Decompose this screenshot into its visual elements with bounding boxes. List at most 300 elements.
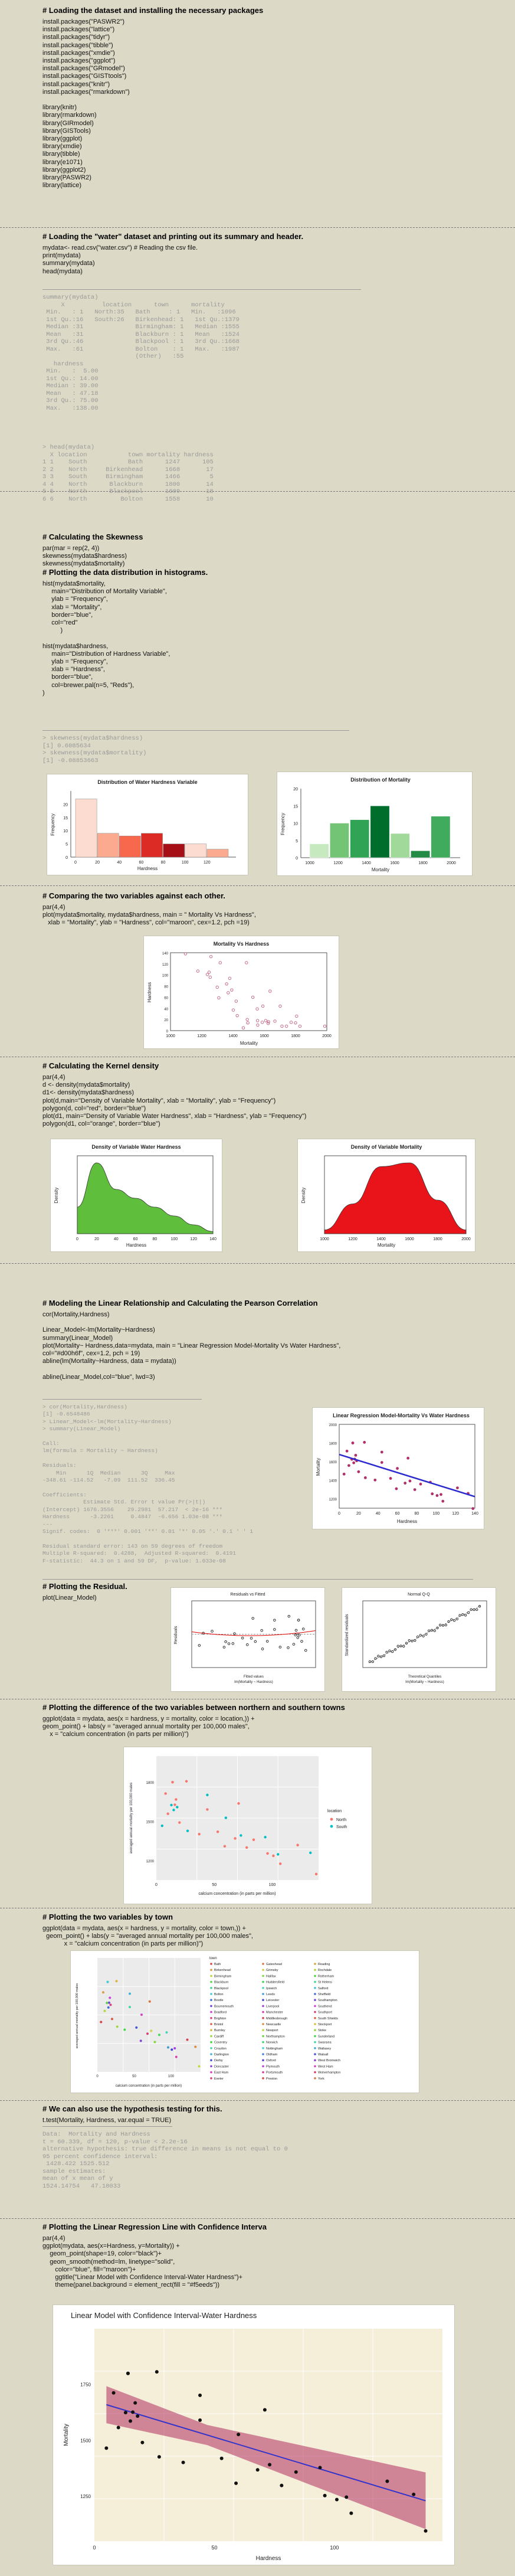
output-divider bbox=[42, 1399, 202, 1400]
x-axis-label: Theoretical Quantiles bbox=[408, 1675, 442, 1679]
location-point bbox=[225, 1816, 227, 1819]
x-tick-label: 2000 bbox=[461, 1237, 471, 1241]
town-point bbox=[146, 2032, 149, 2035]
residual-point bbox=[302, 1628, 304, 1630]
y-tick-label: 80 bbox=[164, 985, 168, 989]
data-point bbox=[124, 2411, 127, 2414]
scatter-point bbox=[343, 1473, 346, 1476]
scatter-point bbox=[357, 1470, 360, 1473]
code-block: install.packages("PASWR2") install.packages("lattice") install.packages("tidyr") install.packages("tibble") install.packages("xmdie") install.packages("ggplot") install.packages("GRmodel") install.packages("GISTtools") install.packages("knitr") install.packages("rmarkdown") library(knitr) library(rmarkdown) library(GIRmodel) library(GISTools) library(ggplot) library(xmdie) library(tibble) library(e1071) library(ggplot2) library(PASWR2) library(lattice) bbox=[42, 18, 130, 189]
legend-swatch bbox=[314, 2011, 316, 2013]
data-point bbox=[412, 2493, 415, 2496]
location-point bbox=[206, 1794, 208, 1796]
residual-point bbox=[211, 1630, 214, 1633]
reference-line bbox=[369, 1606, 481, 1663]
legend-swatch bbox=[210, 2005, 212, 2008]
x-tick-label: 1400 bbox=[228, 1034, 238, 1038]
scatter-point bbox=[298, 1025, 301, 1027]
y-tick-label: 1750 bbox=[80, 2382, 91, 2388]
scatter-point bbox=[219, 962, 221, 964]
legend-label: Blackpool bbox=[214, 1986, 228, 1990]
hardness-histogram bbox=[47, 774, 248, 875]
legend-label: South bbox=[336, 1825, 347, 1829]
section-heading: # Plotting the difference of the two variables between northern and southern towns bbox=[42, 1703, 345, 1712]
mortality-density-plot bbox=[298, 1139, 475, 1251]
legend-swatch bbox=[210, 1963, 212, 1965]
x-tick-label: 1600 bbox=[390, 861, 399, 865]
output-divider bbox=[42, 2126, 172, 2127]
legend-swatch bbox=[262, 2053, 264, 2055]
x-tick-label: 40 bbox=[117, 861, 122, 865]
residual-point bbox=[287, 1647, 290, 1649]
legend-swatch bbox=[210, 1975, 212, 1977]
hardness-density-plot bbox=[51, 1139, 222, 1251]
legend-label: Plymouth bbox=[266, 2065, 280, 2069]
scatter-point bbox=[261, 1005, 264, 1007]
data-point bbox=[268, 2463, 271, 2466]
section-heading: # Plotting the two variables by town bbox=[42, 1913, 173, 1921]
data-point bbox=[318, 2466, 322, 2469]
location-scatter bbox=[124, 1747, 372, 1904]
x-axis-label: Mortality bbox=[377, 1243, 396, 1248]
legend-label: York bbox=[318, 2077, 324, 2081]
output-divider bbox=[42, 289, 361, 290]
section-confidence bbox=[42, 2222, 473, 2289]
qq-point bbox=[408, 1639, 410, 1641]
console-output: summary(mydata) X location town mortality Min. : 1 North:35 Bath : 1 Min. :1096 1st Qu.:16 South:26 Birkenhead: 1 1st Qu.:1379 Median :31 Birmingham: 1 Median :1555 Mean :31 Blackburn : 1 Mean :1524 3rd Qu.:46 Blackpool : 1 3rd Qu.:1668 Max. :61 Bolton : 1 Max. :1987 (Other) :55 hardness Min. : 5.00 1st Qu.: 14.00 Median : 39.00 Mean : 47.18 3rd Qu.: 75.00 Max. :138.00 bbox=[42, 294, 240, 412]
legend-swatch bbox=[314, 1975, 316, 1977]
location-point bbox=[172, 1809, 175, 1811]
chart-title: Density of Variable Water Hardness bbox=[91, 1144, 181, 1150]
y-tick-label: 1400 bbox=[329, 1479, 337, 1483]
legend-swatch bbox=[262, 1993, 264, 1995]
legend-label: Liverpool bbox=[266, 2005, 280, 2009]
legend-swatch bbox=[262, 2071, 264, 2074]
x-axis-sublabel: lm(Mortality ~ Hardness) bbox=[234, 1681, 273, 1684]
town-point bbox=[170, 2048, 173, 2051]
residual-point bbox=[274, 1619, 276, 1622]
scatter-point bbox=[395, 1488, 398, 1490]
x-tick-label: 1400 bbox=[362, 861, 371, 865]
scatter-point bbox=[246, 1018, 248, 1021]
legend-label: South Shields bbox=[318, 2016, 338, 2021]
data-point bbox=[140, 2441, 144, 2444]
y-tick-label: 1500 bbox=[80, 2438, 91, 2444]
x-tick-label: 140 bbox=[471, 1512, 478, 1516]
scatter-point bbox=[274, 1020, 276, 1022]
chart-title: Distribution of Water Hardness Variable bbox=[97, 779, 198, 785]
y-tick-label: 1200 bbox=[329, 1498, 337, 1502]
section-heading: # Loading the dataset and installing the necessary packages bbox=[42, 6, 264, 15]
legend-label: Sunderland bbox=[318, 2035, 335, 2039]
town-point bbox=[111, 2018, 113, 2020]
legend-swatch bbox=[330, 1818, 333, 1821]
section-heading: # Plotting the Linear Regression Line with Confidence Interva bbox=[42, 2222, 267, 2231]
x-tick-label: 80 bbox=[160, 861, 166, 865]
code-block: t.test(Mortality, Hardness, var.equal = TRUE) bbox=[42, 2117, 172, 2124]
histogram-bar bbox=[119, 836, 140, 857]
legend-swatch bbox=[314, 1987, 316, 1989]
scatter-point bbox=[355, 1454, 357, 1457]
data-point bbox=[182, 2461, 185, 2464]
code-block: cor(Mortality,Hardness) Linear_Model<-lm(Mortality~Hardness) summary(Linear_Model) plot(Mortality~ Hardness,data=mydata, main = "Linear Regression Model-Mortality Vs Water Hardness", col="#d00h6f", cex=1.2, pch = 19) abline(lm(Mortality~Hardness, data = mydata)) abline(Linear_Model,col="blue", lwd=3) bbox=[42, 1311, 341, 1381]
x-tick-label: 100 bbox=[432, 1512, 440, 1516]
scatter-point bbox=[256, 1019, 258, 1022]
scatter-point bbox=[242, 1027, 244, 1029]
x-tick-label: 60 bbox=[133, 1237, 138, 1241]
location-point bbox=[237, 1802, 240, 1804]
town-point bbox=[110, 2003, 112, 2006]
y-tick-label: 0 bbox=[166, 1030, 168, 1034]
section-by-town bbox=[42, 1913, 473, 1949]
legend-swatch bbox=[262, 1963, 264, 1965]
legend-swatch bbox=[262, 2029, 264, 2031]
histogram-bar bbox=[431, 816, 450, 858]
location-point bbox=[234, 1837, 236, 1839]
x-tick-label: 20 bbox=[95, 861, 100, 865]
legend-swatch bbox=[210, 2047, 212, 2049]
data-point bbox=[335, 2498, 339, 2502]
section-heading: # Loading the "water" dataset and printing out its summary and header. bbox=[42, 232, 304, 241]
y-tick-label: 1200 bbox=[146, 1859, 154, 1864]
regression-plot-svg bbox=[313, 1408, 484, 1529]
legend-label: Manchester bbox=[266, 2011, 283, 2015]
y-axis-label: Density bbox=[54, 1187, 59, 1204]
density-area bbox=[324, 1163, 466, 1234]
residual-point bbox=[250, 1637, 252, 1640]
legend-swatch bbox=[314, 1969, 316, 1971]
y-axis-label: Frequency bbox=[50, 813, 55, 836]
legend-label: Oldham bbox=[266, 2053, 278, 2057]
scatter-point bbox=[227, 992, 229, 994]
legend-swatch bbox=[262, 1987, 264, 1989]
x-axis-label: Fitted values bbox=[243, 1675, 264, 1679]
data-point bbox=[256, 2468, 260, 2472]
legend-swatch bbox=[210, 2011, 212, 2013]
section-heading: # We can also use the hypothesis testing for this. bbox=[42, 2104, 222, 2113]
residual-point bbox=[297, 1619, 300, 1622]
qq-point bbox=[464, 1614, 466, 1616]
data-point bbox=[323, 2494, 327, 2497]
y-tick-label: 0 bbox=[65, 856, 68, 860]
town-point bbox=[102, 1991, 104, 1993]
scatter-point bbox=[196, 970, 199, 972]
residual-point bbox=[261, 1629, 263, 1632]
data-point bbox=[198, 2394, 202, 2397]
legend-label: Cardiff bbox=[214, 2035, 224, 2039]
scatter-point bbox=[236, 1014, 238, 1016]
scatter-point bbox=[225, 983, 228, 985]
residual-point bbox=[254, 1640, 257, 1643]
legend-label: Salford bbox=[318, 1986, 329, 1990]
legend-title: town bbox=[209, 1957, 217, 1960]
data-point bbox=[294, 2470, 298, 2474]
code-block: plot(Linear_Model) bbox=[42, 1594, 97, 1601]
legend-swatch bbox=[262, 1999, 264, 2001]
town-point bbox=[173, 2047, 176, 2049]
legend-swatch bbox=[210, 2035, 212, 2038]
histogram-bar bbox=[163, 844, 185, 857]
scatter-point bbox=[409, 1480, 412, 1483]
location-point bbox=[186, 1829, 189, 1832]
regression-line bbox=[339, 1454, 475, 1496]
x-axis-label: Mortality bbox=[371, 867, 390, 872]
town-point bbox=[140, 2013, 143, 2016]
residual-point bbox=[297, 1636, 299, 1639]
console-output: > cor(Mortality,Hardness) [1] -0.6548486 > Linear_Model<-lm(Mortality~Hardness) > summary(Linear_Model) Call: lm(formula = Mortality ~ Hardness) Residuals: Min 1Q Median 3Q Max -348.61 -114.52 -7.09 111.52 336.45 Coefficients: Estimate Std. Error t value Pr(>|t|) (Intercept) 1676.3556 29.2981 57.217 < 2e-16 *** Hardness -3.2261 0.4847 -6.656 1.03e-08 *** --- Signif. codes: 0 '***' 0.001 '**' 0.01 '*' 0.05 '.' 0.1 ' ' 1 Residual standard error: 143 on 59 degrees of freedom Multiple R-squared: 0.4288, Adjusted R-squared: 0.4191 F-statistic: 44.3 on 1 and 59 DF, p-value: 1.033e-08 bbox=[42, 1404, 253, 1564]
data-point bbox=[345, 2495, 348, 2499]
chart-title: Normal Q-Q bbox=[408, 1593, 430, 1597]
legend-label: Blackburn bbox=[214, 1980, 229, 1985]
scatter-point bbox=[441, 1500, 444, 1503]
output-divider bbox=[42, 730, 349, 731]
t-test-output bbox=[42, 2131, 473, 2190]
legend-label: Doncaster bbox=[214, 2065, 229, 2069]
legend-swatch bbox=[314, 1981, 316, 1983]
legend-label: Ipswich bbox=[266, 1986, 277, 1990]
x-tick-label: 20 bbox=[356, 1512, 361, 1516]
data-point bbox=[126, 2372, 130, 2375]
legend-label: Brighton bbox=[214, 2016, 227, 2021]
town-point bbox=[140, 2039, 142, 2042]
scatter-point bbox=[352, 1441, 355, 1444]
town-point bbox=[186, 2039, 189, 2041]
x-tick-label: 0 bbox=[74, 861, 77, 865]
legend-swatch bbox=[210, 2023, 212, 2025]
x-axis-label: Hardness bbox=[396, 1519, 418, 1524]
normal-qq-svg bbox=[342, 1588, 496, 1691]
residual-point bbox=[274, 1629, 276, 1631]
mortality-hardness-scatter-svg bbox=[144, 936, 339, 1048]
residual-point bbox=[288, 1615, 290, 1617]
legend-label: Walsall bbox=[318, 2053, 329, 2057]
town-point bbox=[100, 2021, 102, 2023]
legend-swatch bbox=[314, 2053, 316, 2055]
location-point bbox=[173, 1803, 176, 1806]
town-point bbox=[154, 2041, 156, 2043]
console-output: > head(mydata) X location town mortality hardness 1 1 South Bath 1247 105 2 2 North Birkenhead 1668 17 3 3 South Birmingham 1466 5 4 4 North Blackburn 1800 14 5 5 North Blackpool 1609 18 6 6 North Bolton 1558 10 bbox=[42, 444, 214, 503]
hardness-density-svg bbox=[51, 1139, 222, 1251]
legend-swatch bbox=[262, 2065, 264, 2068]
section-loading-packages bbox=[42, 6, 473, 189]
y-tick-label: 1800 bbox=[329, 1442, 337, 1446]
scatter-point bbox=[380, 1451, 383, 1454]
legend-swatch bbox=[210, 2077, 212, 2080]
y-axis-label: Mortality bbox=[316, 1457, 321, 1476]
legend-label: Exeter bbox=[214, 2077, 224, 2081]
legend-label: Reading bbox=[318, 1963, 330, 1966]
legend-label: Bournemouth bbox=[214, 2005, 234, 2009]
legend-swatch bbox=[210, 2017, 212, 2019]
confidence-plot bbox=[53, 2305, 454, 2565]
x-tick-label: 120 bbox=[204, 861, 211, 865]
location-point bbox=[176, 1806, 178, 1808]
x-tick-label: 2000 bbox=[322, 1034, 332, 1038]
scatter-point bbox=[346, 1450, 349, 1453]
scatter-point bbox=[264, 1019, 267, 1022]
scatter-point bbox=[247, 1022, 249, 1024]
qq-point bbox=[456, 1618, 458, 1620]
y-tick-label: 60 bbox=[164, 996, 168, 1001]
qq-point bbox=[425, 1633, 427, 1635]
residuals-fitted-svg bbox=[171, 1588, 324, 1691]
location-point bbox=[264, 1836, 266, 1838]
y-axis-label: Standardized residuals bbox=[345, 1614, 349, 1656]
legend-swatch bbox=[210, 1987, 212, 1989]
town-point bbox=[175, 2056, 178, 2058]
legend-label: Rotherham bbox=[318, 1975, 334, 1979]
x-axis-sublabel: lm(Mortality ~ Hardness) bbox=[405, 1681, 444, 1684]
legend-swatch bbox=[262, 2059, 264, 2061]
legend-swatch bbox=[210, 1969, 212, 1971]
legend-label: Newport bbox=[266, 2029, 278, 2033]
qq-point bbox=[397, 1645, 399, 1647]
x-tick-label: 100 bbox=[168, 2075, 175, 2078]
scatter-point bbox=[352, 1462, 355, 1464]
qq-point bbox=[434, 1630, 435, 1632]
x-tick-label: 100 bbox=[268, 1883, 276, 1887]
x-axis-label: calcium concentration (in parts per million) bbox=[198, 1892, 276, 1896]
legend-label: Northampton bbox=[266, 2035, 285, 2039]
section-skewness bbox=[42, 532, 473, 568]
qq-point bbox=[391, 1650, 393, 1652]
y-tick-label: 100 bbox=[162, 974, 168, 978]
scatter-point bbox=[245, 962, 248, 964]
residual-point bbox=[295, 1629, 297, 1632]
legend-swatch bbox=[262, 1981, 264, 1983]
x-tick-label: 1800 bbox=[418, 861, 428, 865]
residual-point bbox=[223, 1646, 225, 1649]
y-axis-label: Hardness bbox=[147, 982, 152, 1003]
code-block: hist(mydata$mortality, main="Distribution of Mortality Variable", ylab = "Frequency", xlab = "Mortality", border="blue", col="red" ) hist(mydata$hardness, main="Distribution of Hardness Variable", ylab = "Frequency", xlab = "Hardness", border="blue", col=brewer.pal(n=5, "Reds"), ) bbox=[42, 580, 170, 697]
legend-label: Bath bbox=[214, 1963, 221, 1966]
legend-swatch bbox=[262, 2035, 264, 2038]
location-point bbox=[245, 1846, 248, 1849]
qq-point bbox=[405, 1642, 407, 1644]
y-tick-label: 0 bbox=[296, 857, 298, 861]
x-tick-label: 60 bbox=[139, 861, 144, 865]
x-tick-label: 1000 bbox=[305, 861, 314, 865]
qq-point bbox=[416, 1636, 418, 1637]
y-tick-label: 20 bbox=[63, 803, 68, 808]
section-divider bbox=[0, 227, 515, 228]
section-divider bbox=[0, 2100, 515, 2101]
histogram-bar bbox=[76, 799, 97, 857]
y-axis-label: averaged annual mortality per 100,000 males bbox=[76, 1983, 79, 2049]
legend-label: Swansea bbox=[318, 2041, 332, 2045]
qq-point bbox=[386, 1651, 388, 1653]
x-tick-label: 120 bbox=[190, 1237, 197, 1241]
legend-label: Rochdale bbox=[318, 1969, 332, 1973]
scatter-point bbox=[323, 1025, 326, 1027]
legend-label: North bbox=[336, 1818, 347, 1822]
legend-swatch bbox=[314, 2041, 316, 2044]
legend-swatch bbox=[262, 2005, 264, 2008]
legend-label: Oxford bbox=[266, 2059, 276, 2063]
legend-swatch bbox=[262, 2041, 264, 2044]
data-point bbox=[349, 2512, 353, 2515]
location-point bbox=[277, 1853, 279, 1855]
section-heading: # Plotting the Residual. bbox=[42, 1582, 127, 1591]
legend-label: Bolton bbox=[214, 1993, 224, 1996]
histogram-bar bbox=[141, 833, 162, 857]
legend-label: Burnley bbox=[214, 2029, 225, 2033]
y-tick-label: 5 bbox=[296, 839, 298, 844]
legend-label: Bristol bbox=[214, 2023, 224, 2026]
x-tick-label: 1600 bbox=[405, 1237, 414, 1241]
legend-label: Birmingham bbox=[214, 1975, 232, 1979]
scatter-point bbox=[267, 1021, 270, 1023]
location-point bbox=[166, 1813, 169, 1815]
scatter-point bbox=[431, 1492, 434, 1495]
town-point bbox=[107, 1981, 109, 1983]
town-point bbox=[116, 2025, 119, 2028]
qq-point bbox=[414, 1639, 416, 1641]
hardness-histogram-svg bbox=[47, 774, 248, 875]
y-tick-label: 1250 bbox=[80, 2494, 91, 2500]
scatter-point bbox=[209, 955, 212, 957]
residual-point bbox=[225, 1640, 227, 1643]
section-comparing bbox=[42, 891, 473, 927]
legend-swatch bbox=[210, 1999, 212, 2001]
scatter-point bbox=[290, 1021, 292, 1024]
town-point bbox=[106, 2002, 108, 2004]
x-axis-label: Mortality bbox=[240, 1041, 258, 1046]
qq-point bbox=[476, 1609, 478, 1610]
location-point bbox=[272, 1855, 274, 1857]
scatter-point bbox=[208, 971, 210, 973]
town-point bbox=[194, 2046, 196, 2048]
data-point bbox=[117, 2425, 120, 2429]
mortality-histogram-svg bbox=[277, 772, 472, 875]
x-tick-label: 0 bbox=[96, 2075, 99, 2078]
legend-swatch bbox=[262, 2077, 264, 2080]
section-north-south bbox=[42, 1703, 473, 1739]
legend-swatch bbox=[210, 1981, 212, 1983]
console-output: > skewness(mydata$hardness) [1] 0.6085634 > skewness(mydata$mortality) [1] -0.08853663 bbox=[42, 735, 147, 764]
scatter-point bbox=[296, 1015, 298, 1017]
town-point bbox=[149, 2000, 151, 2003]
legend-label: Bootle bbox=[214, 1999, 224, 2003]
x-tick-label: 60 bbox=[395, 1512, 400, 1516]
y-tick-label: 120 bbox=[162, 963, 168, 967]
data-point bbox=[234, 2482, 238, 2485]
scatter-point bbox=[294, 1022, 297, 1024]
section-loading-water bbox=[42, 232, 473, 276]
section-heading: # Calculating the Skewness bbox=[42, 532, 143, 541]
legend-label: Huddersfield bbox=[266, 1980, 284, 1985]
residual-point bbox=[293, 1643, 295, 1646]
scatter-point bbox=[373, 1479, 376, 1482]
section-divider bbox=[0, 1263, 515, 1264]
data-point bbox=[220, 2457, 224, 2460]
legend-label: St Helens bbox=[318, 1980, 332, 1985]
code-block: ggplot(data = mydata, aes(x = hardness, y = mortality, color = location,)) + geom_point() + labs(y = "averaged annual mortality per 100,000 males", x = "calcium concentration (in parts per million)") bbox=[42, 1715, 255, 1738]
x-tick-label: 120 bbox=[452, 1512, 459, 1516]
y-tick-label: 1500 bbox=[146, 1820, 154, 1825]
chart-title: Distribution of Mortality bbox=[350, 777, 411, 783]
town-point bbox=[198, 2065, 201, 2068]
legend-label: Halifax bbox=[266, 1975, 276, 1979]
legend-swatch bbox=[314, 2077, 316, 2080]
x-tick-label: 1400 bbox=[376, 1237, 386, 1241]
x-tick-label: 100 bbox=[181, 861, 189, 865]
x-tick-label: 50 bbox=[211, 2545, 218, 2551]
scatter-point bbox=[209, 976, 211, 978]
legend-swatch bbox=[314, 1963, 316, 1965]
scatter-point bbox=[256, 1008, 258, 1010]
scatter-point bbox=[436, 1494, 439, 1497]
